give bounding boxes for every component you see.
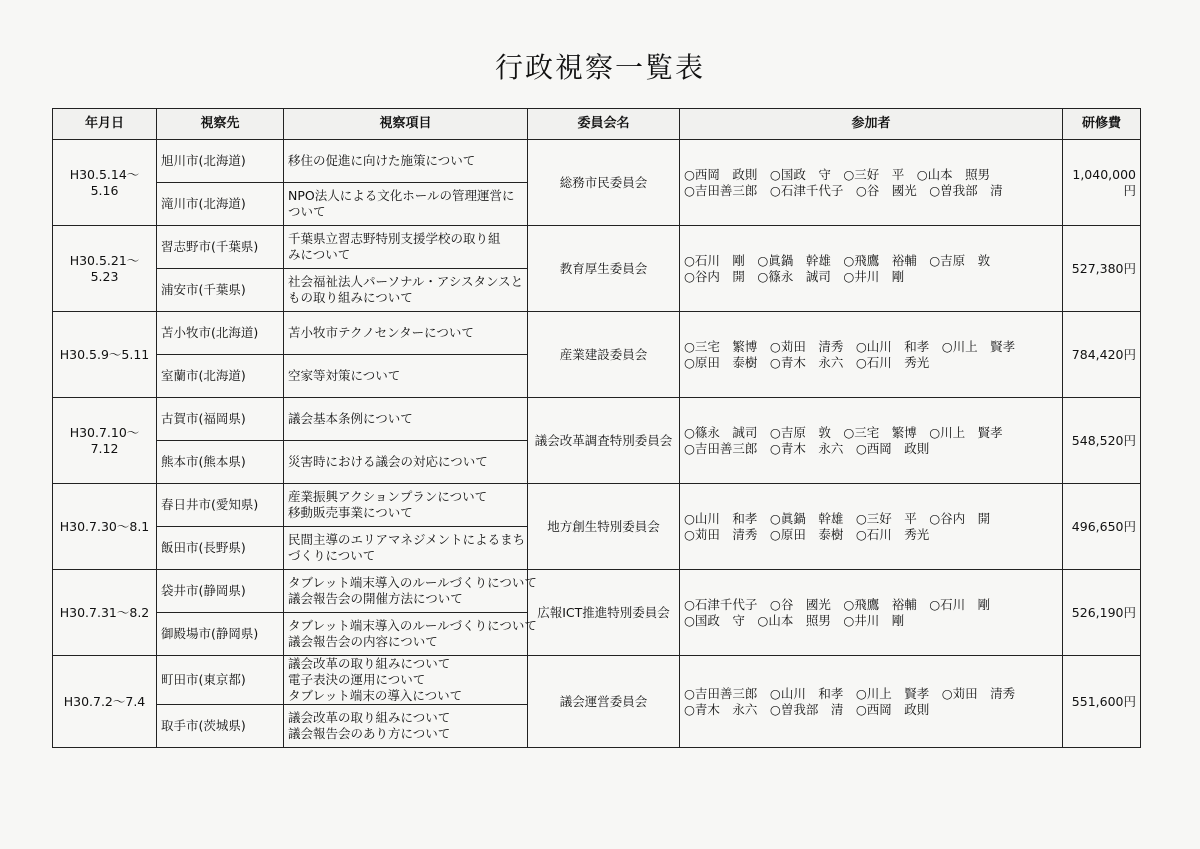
visit-item-line: 苫小牧市テクノセンターについて — [288, 325, 474, 340]
inspection-table — [52, 108, 1141, 748]
participants-line: ○山川 和孝 ○眞鍋 幹雄 ○三好 平 ○谷内 開 — [684, 510, 991, 526]
visit-date: H30.5.21～5.23 — [53, 226, 157, 312]
visit-item-line: 産業振興アクションプランについて — [288, 489, 488, 504]
header-committee: 委員会名 — [528, 109, 680, 140]
table-row — [53, 484, 1141, 527]
visit-destination: 古賀市(福岡県) — [157, 398, 284, 441]
participants — [680, 484, 1063, 570]
committee-name: 地方創生特別委員会 — [528, 484, 680, 570]
participants — [680, 398, 1063, 484]
visit-items — [284, 226, 528, 269]
visit-item-line: 移住の促進に向けた施策について — [288, 153, 476, 168]
visit-destination: 熊本市(熊本県) — [157, 441, 284, 484]
visit-items — [284, 527, 528, 570]
visit-destination: 町田市(東京都) — [157, 656, 284, 705]
visit-date: H30.7.10～7.12 — [53, 398, 157, 484]
training-cost: 548,520円 — [1063, 398, 1141, 484]
visit-items — [284, 312, 528, 355]
visit-items — [284, 570, 537, 613]
visit-date: H30.5.9～5.11 — [53, 312, 157, 398]
participants-line: ○苅田 清秀 ○原田 泰樹 ○石川 秀光 — [684, 526, 930, 542]
visit-item-line: 災害時における議会の対応について — [288, 454, 488, 469]
visit-item-line: みについて — [288, 247, 351, 262]
visit-destination: 室蘭市(北海道) — [157, 355, 284, 398]
participants-line: ○篠永 誠司 ○吉原 敦 ○三宅 繁博 ○川上 賢孝 — [684, 424, 1003, 440]
visit-destination: 旭川市(北海道) — [157, 140, 284, 183]
participants-line: ○三宅 繁博 ○苅田 清秀 ○山川 和孝 ○川上 賢孝 — [684, 338, 1016, 354]
participants-line: ○吉田善三郎 ○石津千代子 ○谷 國光 ○曽我部 清 — [684, 182, 1003, 198]
visit-item-line: タブレット端末の導入について — [288, 688, 463, 703]
visit-items — [284, 355, 528, 398]
visit-item-line: 議会報告会のあり方について — [288, 726, 451, 741]
participants — [680, 226, 1063, 312]
visit-destination: 御殿場市(静岡県) — [157, 613, 284, 656]
participants — [680, 570, 1063, 656]
visit-item-line: 議会報告会の内容について — [288, 634, 438, 649]
participants — [680, 312, 1063, 398]
visit-destination: 春日井市(愛知県) — [157, 484, 284, 527]
visit-items — [284, 398, 528, 441]
page-title: 行政視察一覧表 — [494, 51, 705, 84]
committee-name: 議会改革調査特別委員会 — [528, 398, 680, 484]
visit-destination: 飯田市(長野県) — [157, 527, 284, 570]
participants-line: ○原田 泰樹 ○青木 永六 ○石川 秀光 — [684, 354, 930, 370]
table-row — [53, 570, 1141, 613]
visit-items — [284, 269, 528, 312]
visit-date: H30.5.14～5.16 — [53, 140, 157, 226]
visit-items — [284, 484, 528, 527]
visit-items — [284, 183, 528, 226]
committee-name: 広報ICT推進特別委員会 — [528, 570, 680, 656]
participants — [680, 656, 1063, 748]
header-row — [53, 109, 1141, 140]
visit-item-line: 空家等対策について — [288, 368, 401, 383]
table-row — [53, 656, 1141, 705]
header-cost: 研修費 — [1063, 109, 1141, 140]
visit-destination: 苫小牧市(北海道) — [157, 312, 284, 355]
training-cost: 551,600円 — [1063, 656, 1141, 748]
committee-name: 議会運営委員会 — [528, 656, 680, 748]
header-destination: 視察先 — [157, 109, 284, 140]
table-row — [53, 140, 1141, 183]
visit-items — [284, 656, 528, 705]
visit-destination: 習志野市(千葉県) — [157, 226, 284, 269]
visit-destination: 袋井市(静岡県) — [157, 570, 284, 613]
visit-item-line: 議会報告会の開催方法について — [288, 591, 463, 606]
visit-item-line: 議会改革の取り組みについて — [288, 710, 451, 725]
visit-date: H30.7.30～8.1 — [53, 484, 157, 570]
visit-destination: 取手市(茨城県) — [157, 705, 284, 748]
visit-item-line: 移動販売事業について — [288, 505, 413, 520]
visit-item-line: づくりについて — [288, 548, 376, 563]
training-cost: 526,190円 — [1063, 570, 1141, 656]
participants — [680, 140, 1063, 226]
visit-items — [284, 613, 537, 656]
visit-items — [284, 140, 528, 183]
header-date: 年月日 — [53, 109, 157, 140]
visit-item-line: タブレット端末導入のルールづくりについて — [288, 618, 537, 633]
training-cost: 1,040,000円 — [1063, 140, 1141, 226]
visit-items — [284, 441, 528, 484]
table-row — [53, 398, 1141, 441]
participants-line: ○青木 永六 ○曽我部 清 ○西岡 政則 — [684, 701, 930, 717]
training-cost: 784,420円 — [1063, 312, 1141, 398]
participants-line: ○国政 守 ○山本 照男 ○井川 剛 — [684, 612, 905, 628]
training-cost: 527,380円 — [1063, 226, 1141, 312]
committee-name: 総務市民委員会 — [528, 140, 680, 226]
participants-line: ○石川 剛 ○眞鍋 幹雄 ○飛鷹 裕輔 ○吉原 敦 — [684, 252, 991, 268]
participants-line: ○西岡 政則 ○国政 守 ○三好 平 ○山本 照男 — [684, 166, 991, 182]
visit-item-line: 電子表決の運用について — [288, 672, 426, 687]
visit-item-line: 社会福祉法人パーソナル・アシスタンスと — [288, 274, 524, 289]
visit-item-line: タブレット端末導入のルールづくりについて — [288, 575, 537, 590]
training-cost: 496,650円 — [1063, 484, 1141, 570]
participants-line: ○吉田善三郎 ○青木 永六 ○西岡 政則 — [684, 440, 930, 456]
committee-name: 産業建設委員会 — [528, 312, 680, 398]
visit-item-line: ついて — [288, 204, 326, 219]
visit-item-line: 議会基本条例について — [288, 411, 413, 426]
visit-date: H30.7.2～7.4 — [53, 656, 157, 748]
participants-line: ○吉田善三郎 ○山川 和孝 ○川上 賢孝 ○苅田 清秀 — [684, 685, 1016, 701]
committee-name: 教育厚生委員会 — [528, 226, 680, 312]
visit-destination: 浦安市(千葉県) — [157, 269, 284, 312]
table-row — [53, 226, 1141, 269]
visit-item-line: 千葉県立習志野特別支援学校の取り組 — [288, 231, 501, 246]
header-participants: 参加者 — [680, 109, 1063, 140]
visit-item-line: 議会改革の取り組みについて — [288, 656, 451, 671]
participants-line: ○石津千代子 ○谷 國光 ○飛鷹 裕輔 ○石川 剛 — [684, 596, 991, 612]
table-row — [53, 312, 1141, 355]
visit-items — [284, 705, 528, 748]
visit-destination: 滝川市(北海道) — [157, 183, 284, 226]
participants-line: ○谷内 開 ○篠永 誠司 ○井川 剛 — [684, 268, 905, 284]
visit-item-line: もの取り組みについて — [288, 290, 413, 305]
visit-item-line: 民間主導のエリアマネジメントによるまち — [288, 532, 526, 547]
visit-item-line: NPO法人による文化ホールの管理運営に — [288, 188, 515, 203]
header-items: 視察項目 — [284, 109, 528, 140]
visit-date: H30.7.31～8.2 — [53, 570, 157, 656]
